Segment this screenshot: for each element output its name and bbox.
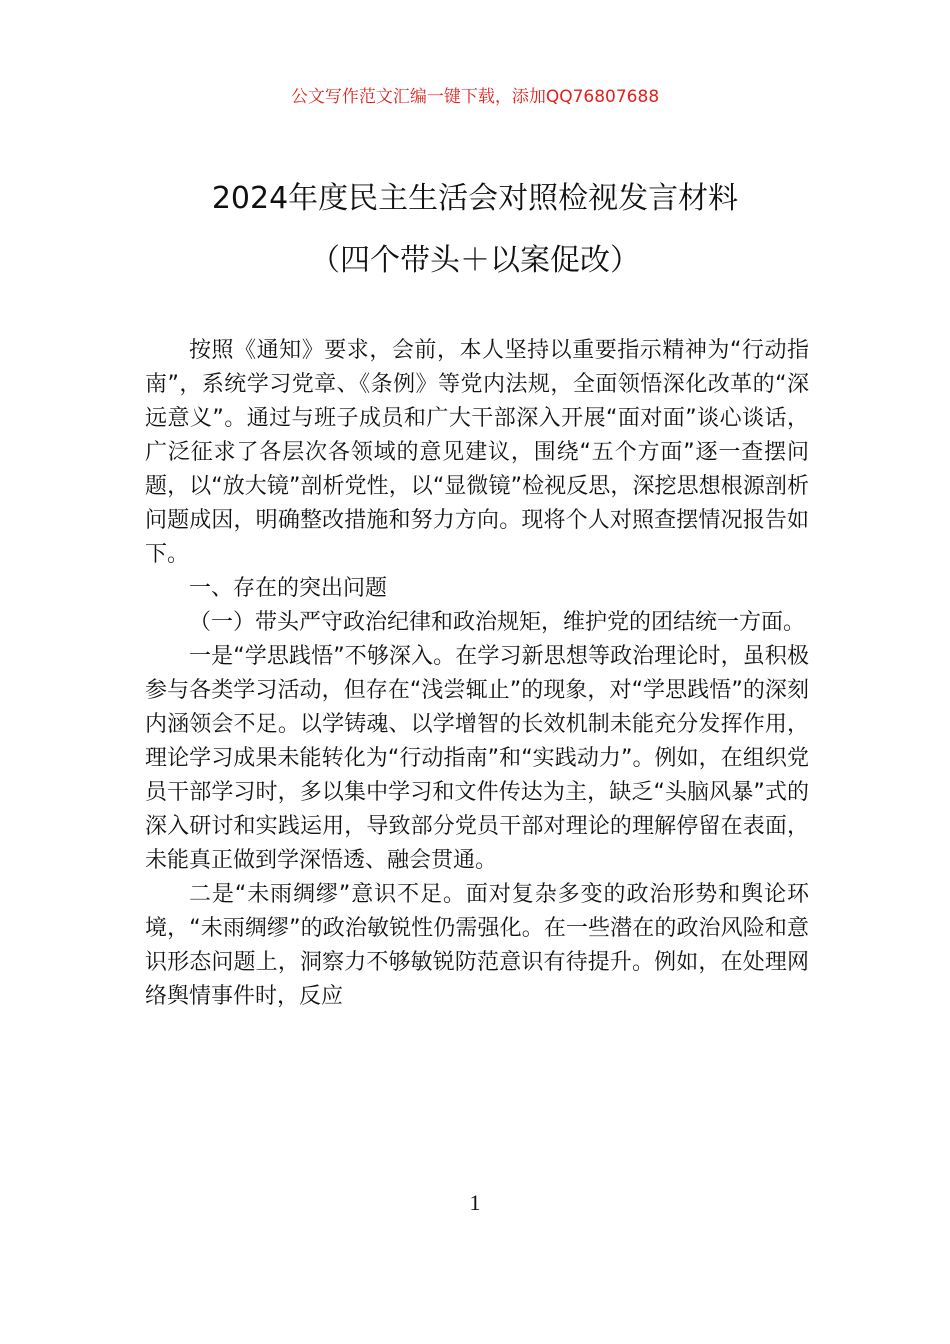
section-heading: 一、存在的突出问题 [189,576,388,601]
document-title: 2024年度民主生活会对照检视发言材料 [211,181,739,216]
download-banner: 公文写作范文汇编一键下载，添加QQ76807688 [290,87,660,107]
subsection-heading: （一）带头严守政治纪律和政治规矩，维护党的团结统一方面。 [189,610,806,635]
document-subtitle: （四个带头＋以案促改） [310,243,640,278]
page-number: 1 [469,1190,481,1215]
body-paragraph: 二是“未雨绸缪”意识不足。面对复杂多变的政治形势和舆论环境，“未雨绸缪”的政治敏锐性仍需强化。在一些潜在的政治风险和意识形态问题上，洞察力不够敏锐防范意识有待提升。例如，在处理网络舆情事件时，反应 [145,882,809,1009]
intro-paragraph: 按照《通知》要求，会前，本人坚持以重要指示精神为“行动指南”，系统学习党章、《条例》等党内法规，全面领悟深化改革的“深远意义”。通过与班子成员和广大干部深入开展“面对面”谈心谈话，广泛征求了各层次各领域的意见建议，围绕“五个方面”逐一查摆问题，以“放大镜”剖析党性，以“显微镜”检视反思，深挖思想根源剖析问题成因，明确整改措施和努力方向。现将个人对照查摆情况报告如下。 [145,338,809,567]
document-body [145,334,809,1014]
body-paragraph: 一是“学思践悟”不够深入。在学习新思想等政治理论时，虽积极参与各类学习活动，但存在“浅尝辄止”的现象，对“学思践悟”的深刻内涵领会不足。以学铸魂、以学增智的长效机制未能充分发挥作用，理论学习成果未能转化为“行动指南”和“实践动力”。例如，在组织党员干部学习时，多以集中学习和文件传达为主，缺乏“头脑风暴”式的深入研讨和实践运用，导致部分党员干部对理论的理解停留在表面，未能真正做到学深悟透、融会贯通。 [145,644,809,873]
